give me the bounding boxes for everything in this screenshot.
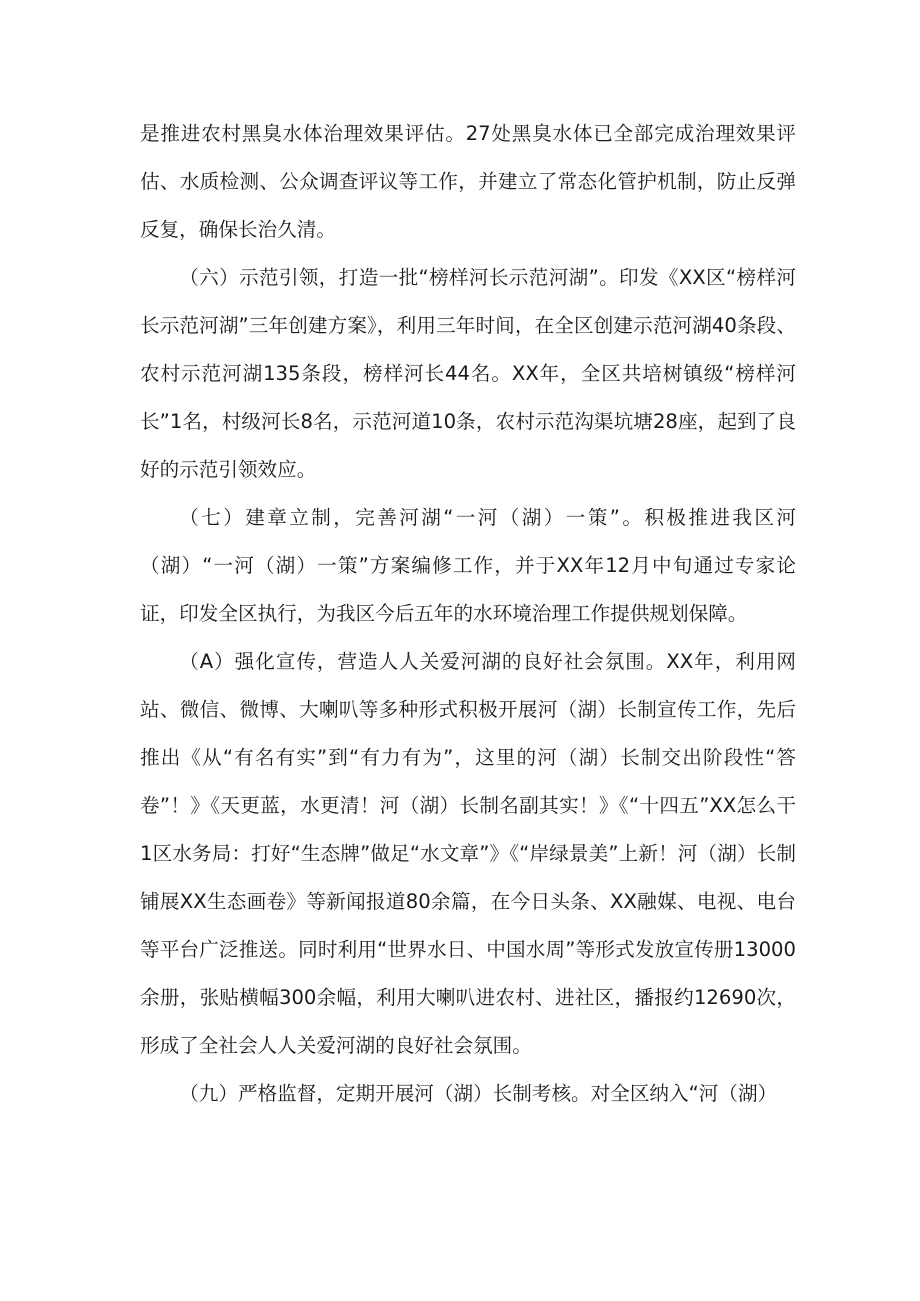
- paragraph-section-7: （七）建章立制，完善河湖“一河（湖）一策”。积极推进我区河（湖）“一河（湖）一策”方案编修工作，并于XX年12月中旬通过专家论证，印发全区执行，为我区今后五年的水环境治理工作提供规划保障。: [140, 506, 796, 625]
- paragraph-section-9: （九）严格监督，定期开展河（湖）长制考核。对全区纳入“河（湖）: [179, 1082, 778, 1105]
- document-body: [140, 110, 796, 1118]
- paragraph-continuation: 是推进农村黑臭水体治理效果评估。27处黑臭水体已全部完成治理效果评估、水质检测、公众调查评议等工作，并建立了常态化管护机制，防止反弹反复，确保长治久清。: [140, 122, 796, 241]
- paragraph-section-6: （六）示范引领，打造一批“榜样河长示范河湖”。印发《XX区“榜样河长示范河湖”三年创建方案》，利用三年时间，在全区创建示范河湖40条段、农村示范河湖135条段，榜样河长44名。XX年，全区共培树镇级“榜样河长”1名，村级河长8名，示范河道10条，农村示范沟渠坑塘28座，起到了良好的示范引领效应。: [140, 266, 796, 481]
- paragraph-section-8: （A）强化宣传，营造人人关爱河湖的良好社会氛围。XX年，利用网站、微信、微博、大喇叭等多种形式积极开展河（湖）长制宣传工作，先后推出《从“有名有实”到“有力有为”，这里的河（湖）长制交出阶段性“答卷”！》《天更蓝，水更清！河（湖）长制名副其实！》《“十四五”XX怎么干1区水务局：打好“生态牌”做足“水文章”》《“岸绿景美”上新！河（湖）长制铺展XX生态画卷》等新闻报道80余篇，在今日头条、XX融媒、电视、电台等平台广泛推送。同时利用“世界水日、中国水周”等形式发放宣传册13000余册，张贴横幅300余幅，利用大喇叭进农村、进社区，播报约12690次，形成了全社会人人关爱河湖的良好社会氛围。: [140, 650, 796, 1057]
